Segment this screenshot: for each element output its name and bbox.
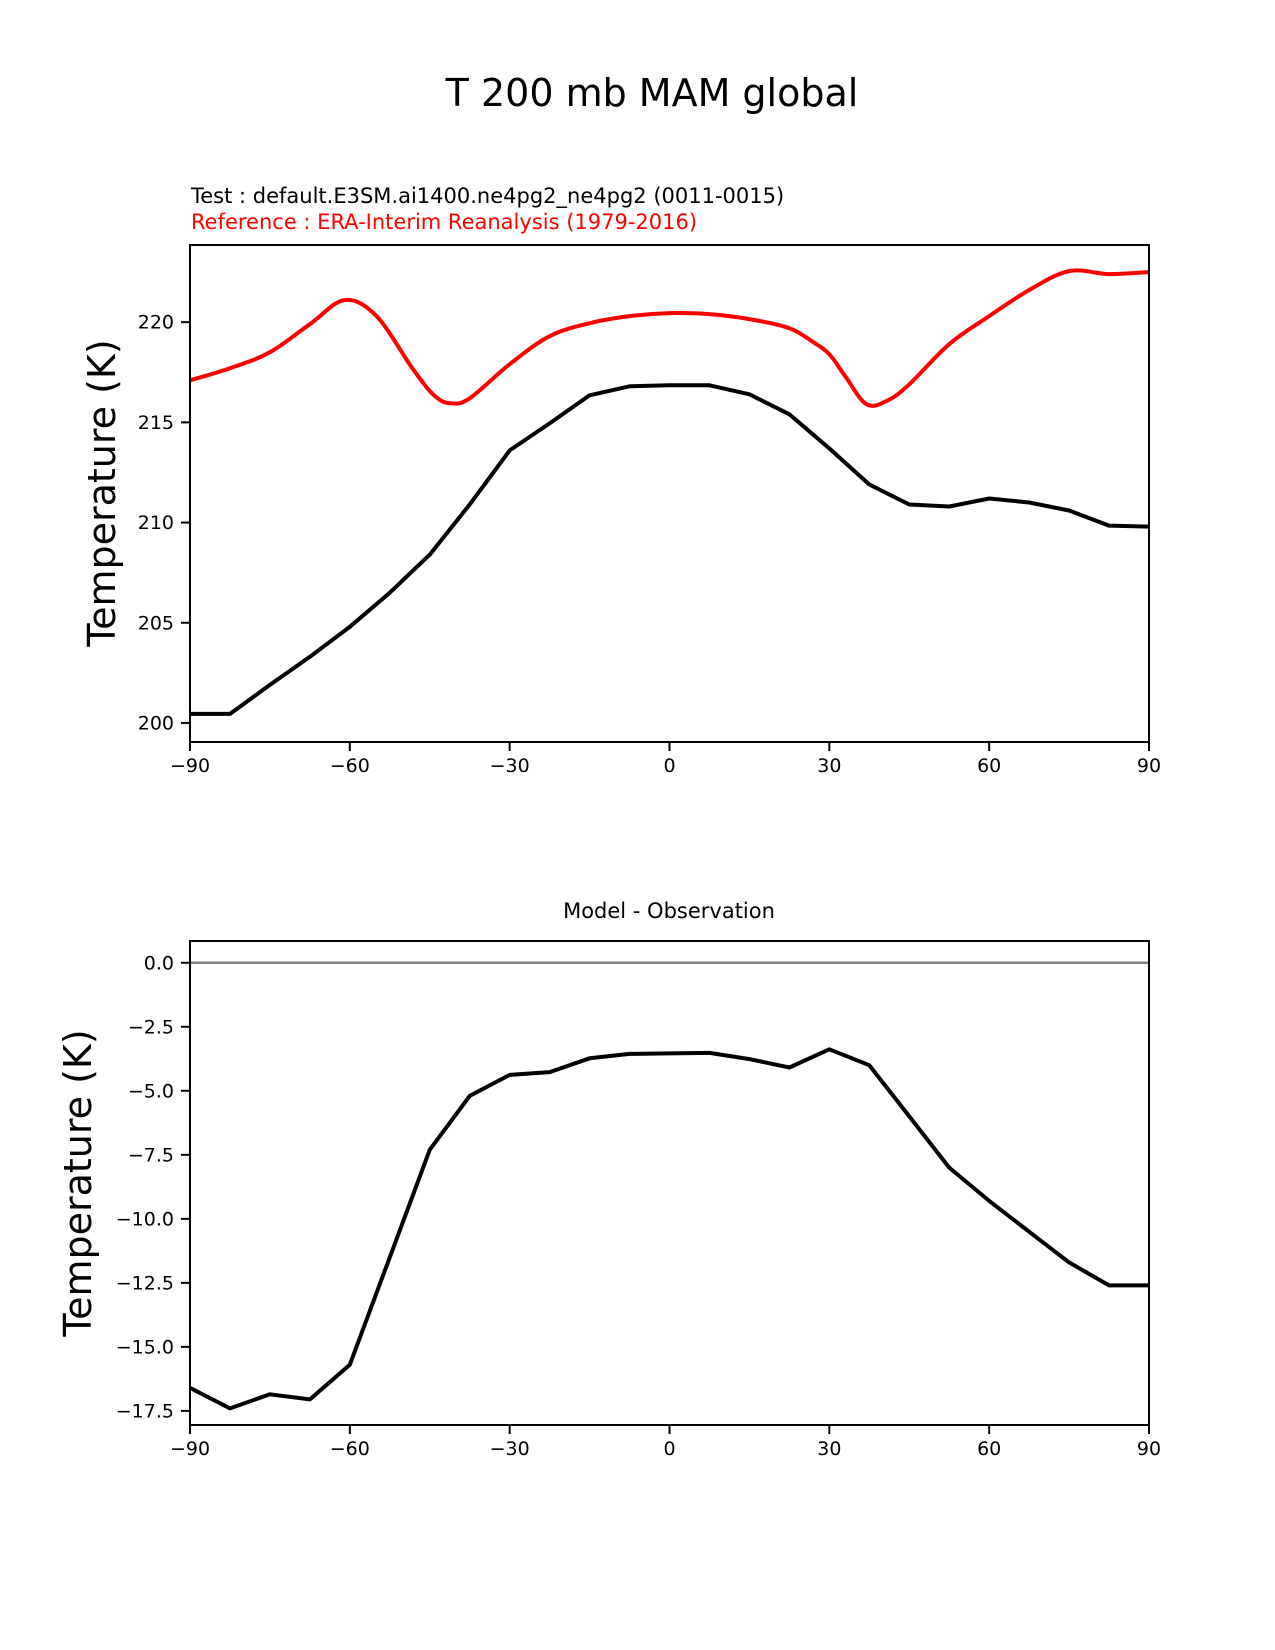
x-axis-tick-label: 30	[817, 755, 842, 777]
y-axis-tick-label: 205	[137, 612, 174, 635]
x-axis-tick-label: −90	[169, 755, 211, 777]
y-axis-tick-label: 0.0	[143, 952, 174, 975]
plot-frame	[190, 245, 1149, 742]
y-axis-tick-label: −5.0	[127, 1080, 174, 1103]
x-axis-tick-label: 90	[1136, 1438, 1162, 1460]
x-axis-tick-label: −90	[169, 1438, 211, 1460]
y-axis-tick-label: −7.5	[127, 1144, 174, 1167]
y-axis-tick-label: −2.5	[127, 1016, 174, 1039]
x-axis-tick-label: 60	[977, 755, 1002, 777]
x-axis-tick-label: −30	[489, 755, 530, 777]
figure-title: T 200 mb MAM global	[445, 71, 859, 115]
y-axis-tick-label: −17.5	[115, 1400, 174, 1423]
y-axis-tick-label: 220	[137, 311, 174, 334]
bottom-chart-y-axis-label: Temperature (K)	[56, 1029, 100, 1337]
plot-frame	[190, 941, 1149, 1425]
y-axis-tick-label: 200	[137, 712, 174, 735]
y-axis-tick-label: 210	[137, 512, 174, 535]
series-line-test-model	[190, 385, 1149, 714]
y-axis-tick-label: 215	[137, 411, 174, 434]
y-axis-tick-label: −10.0	[115, 1208, 174, 1231]
x-axis-tick-label: 30	[817, 1438, 842, 1460]
x-axis-tick-label: 0	[663, 755, 676, 777]
y-axis-tick-label: −15.0	[115, 1336, 174, 1359]
x-axis-tick-label: −60	[329, 755, 370, 777]
test-dataset-label: Test : default.E3SM.ai1400.ne4pg2_ne4pg2 (0011-0015)	[191, 184, 785, 208]
reference-dataset-label: Reference : ERA-Interim Reanalysis (1979-2016)	[191, 210, 698, 235]
bottom-chart-title: Model - Observation	[563, 899, 775, 923]
series-line-model-minus-observation	[190, 1049, 1149, 1408]
x-axis-tick-label: 60	[977, 1438, 1002, 1460]
top-chart-y-axis-label: Temperature (K)	[80, 339, 124, 647]
x-axis-tick-label: −60	[329, 1438, 370, 1460]
chart-panel-0	[138, 245, 1161, 777]
x-axis-tick-label: 0	[663, 1438, 676, 1460]
y-axis-tick-label: −12.5	[115, 1272, 174, 1295]
chart-panel-1	[116, 941, 1161, 1460]
x-axis-tick-label: −30	[489, 1438, 530, 1460]
x-axis-tick-label: 90	[1136, 755, 1162, 777]
